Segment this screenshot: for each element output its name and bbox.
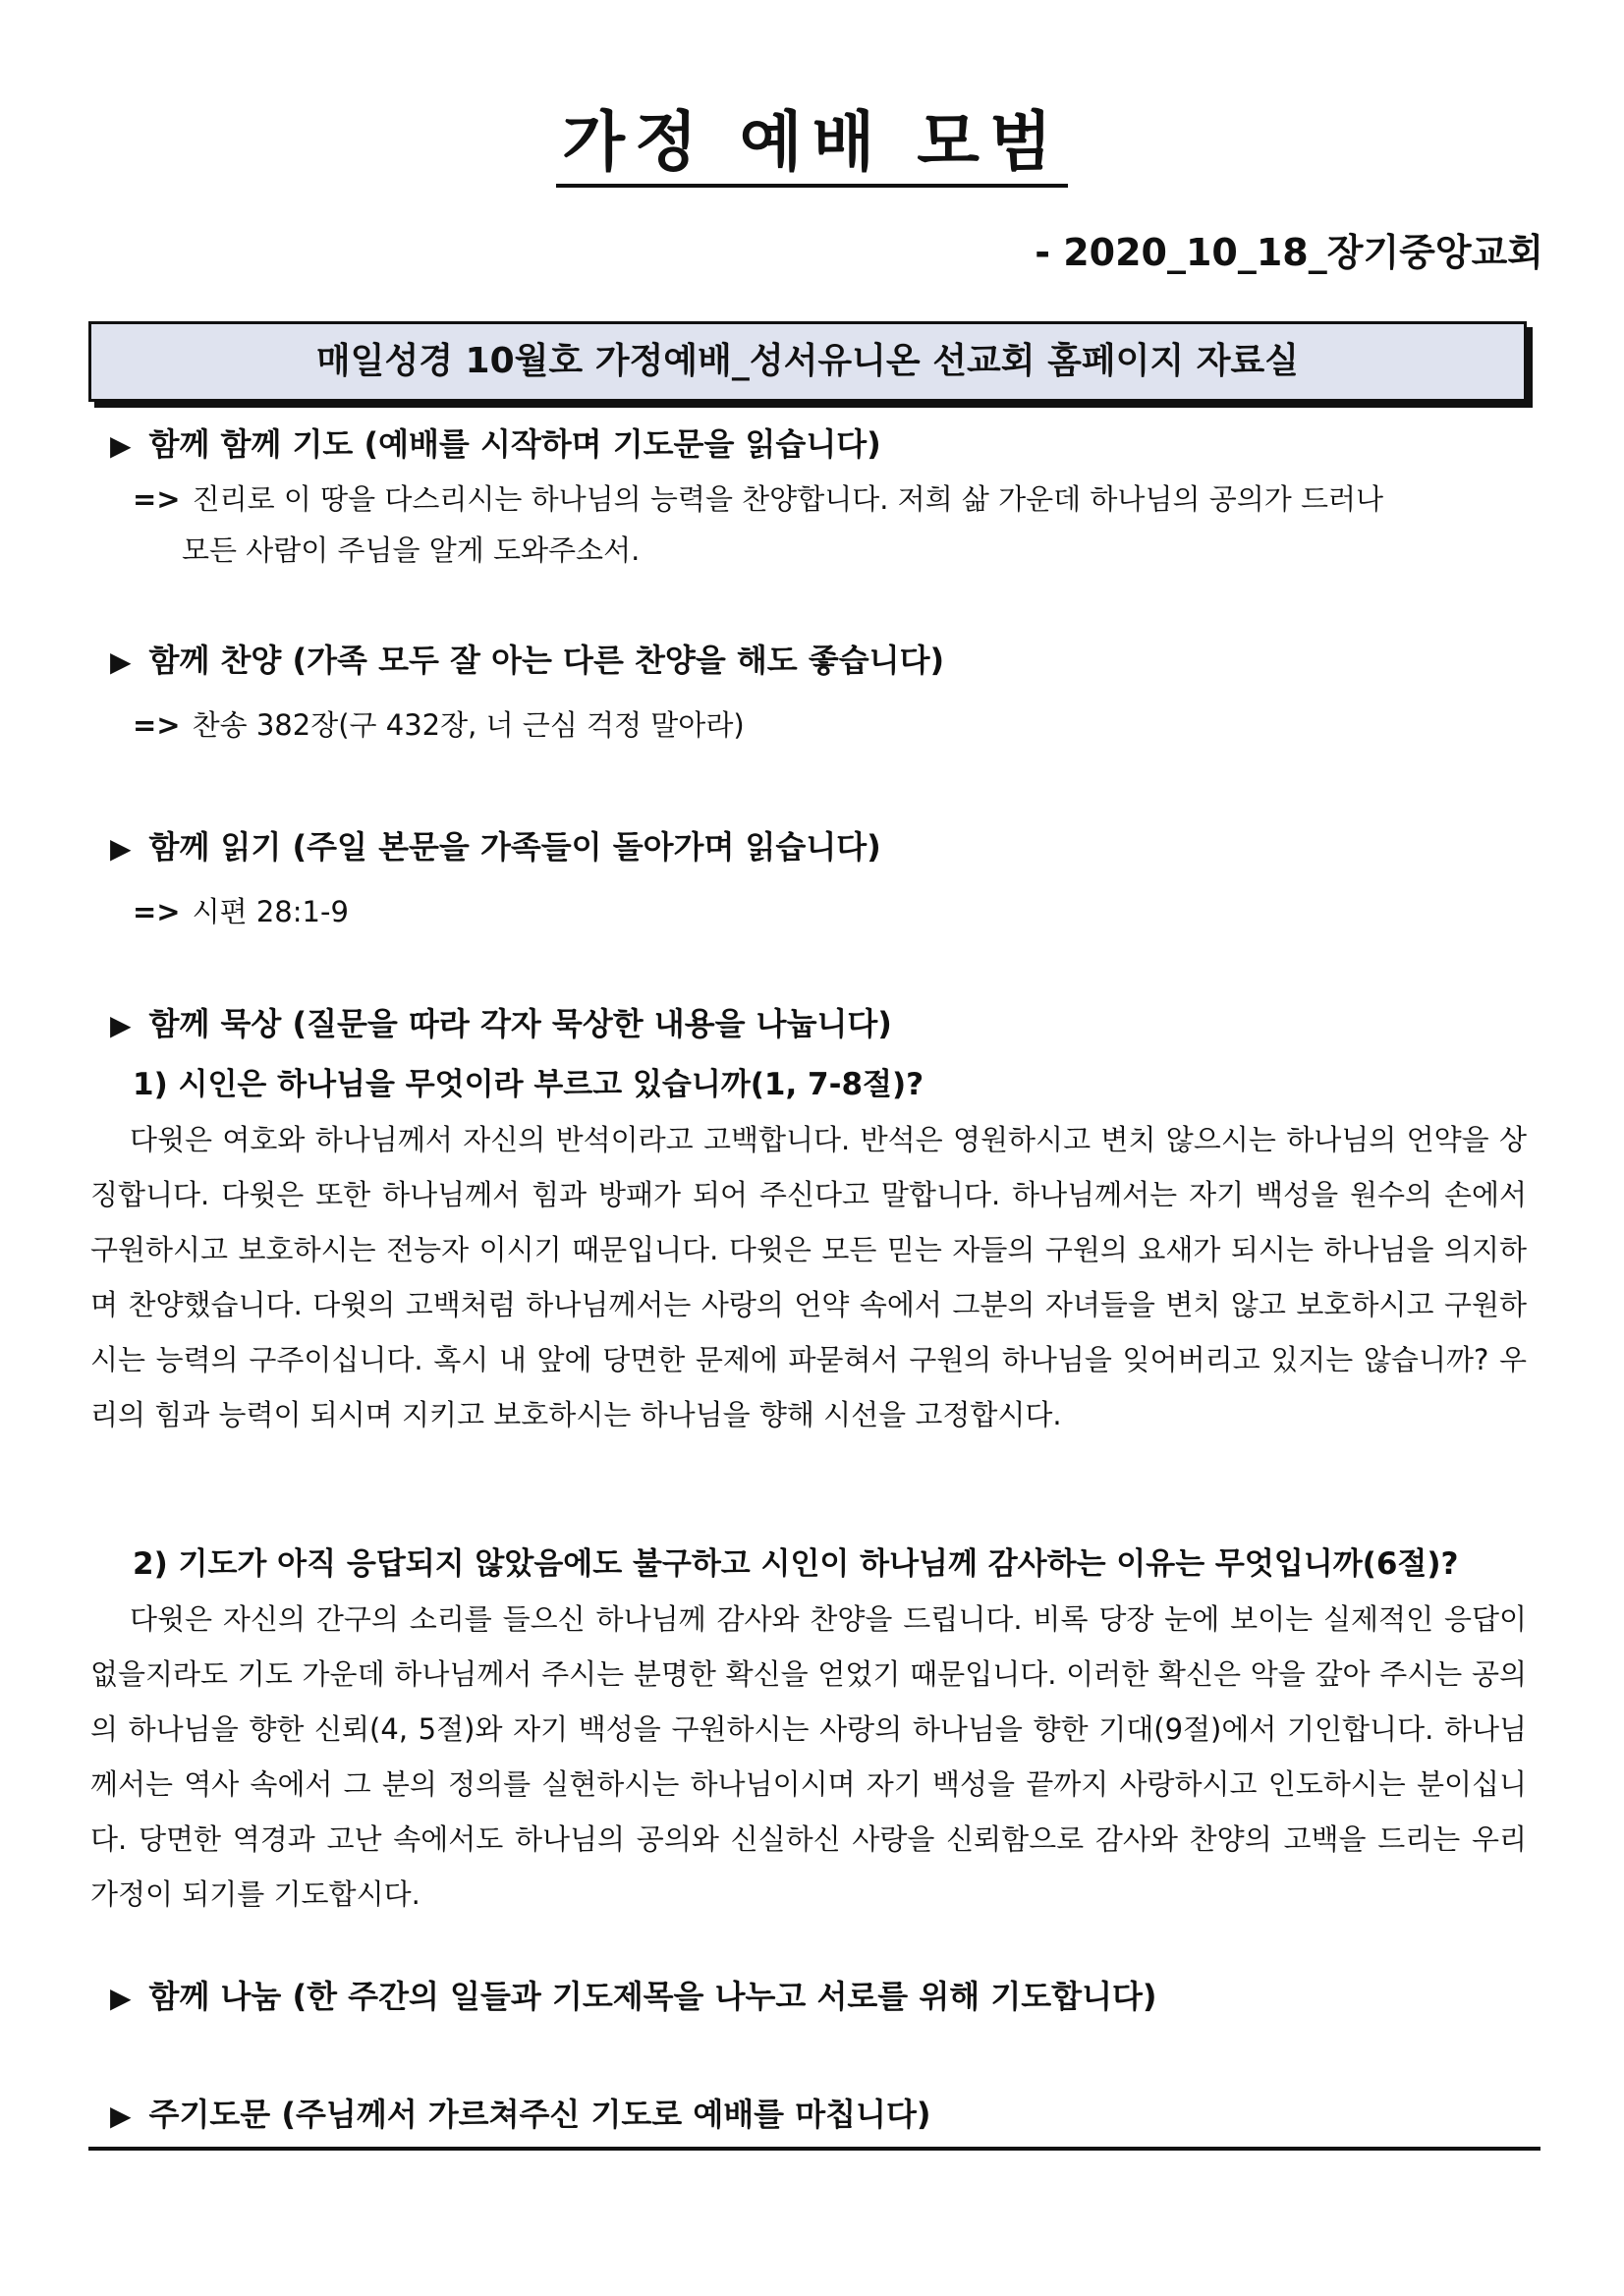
triangle-bullet-icon: ▶ (110, 832, 132, 865)
bottom-divider (88, 2147, 1540, 2151)
triangle-bullet-icon: ▶ (110, 645, 132, 678)
source-banner: 매일성경 10월호 가정예배_성서유니온 선교회 홈페이지 자료실 (88, 321, 1527, 402)
section-heading-praise: ▶ 함께 찬양 (가족 모두 잘 아는 다른 찬양을 해도 좋습니다) (110, 642, 945, 679)
triangle-bullet-icon: ▶ (110, 1009, 132, 1041)
triangle-bullet-icon: ▶ (110, 2100, 132, 2132)
section-heading-reading: ▶ 함께 읽기 (주일 본문을 가족들이 돌아가며 읽습니다) (110, 828, 881, 866)
answer-paragraph-2: 다윗은 자신의 간구의 소리를 들으신 하나님께 감사와 찬양을 드립니다. 비록 당장 눈에 보이는 실제적인 응답이 없을지라도 기도 가운데 하나님께서 주시는 분명한 확신을 얻었기 때문입니다. 이러한 확신은 악을 갚아 주시는 공의의 하나님을 향한 신뢰(4, 5절)와 자기 백성을 구원하시는 사랑의 하나님을 향한 기대(9절)에서 기인합니다. 하나님께서는 역사 속에서 그 분의 정의를 실현하시는 하나님이시며 자기 백성을 끝까지 사랑하시고 인도하시는 분이십니다. 당면한 역경과 고난 속에서도 하나님의 공의와 신실하신 사랑을 신뢰함으로 감사와 찬양의 고백을 드리는 우리 가정이 되기를 기도합시다. (90, 1602, 1527, 1911)
reading-passage: => 시편 28:1-9 (133, 895, 349, 928)
triangle-bullet-icon: ▶ (110, 1982, 132, 2014)
question-1: 1) 시인은 하나님을 무엇이라 부르고 있습니까(1, 7-8절)? (133, 1067, 924, 1102)
prayer-text: => 진리로 이 땅을 다스리시는 하나님의 능력을 찬양합니다. 저희 삶 가운데 하나님의 공의가 드러나 모든 사람이 주님을 알게 도와주소서. (133, 482, 1383, 567)
arrow-icon: => (133, 895, 181, 928)
page-title: 가정 예배 모범 (0, 98, 1624, 187)
triangle-bullet-icon: ▶ (110, 429, 132, 462)
date-church-line: - 2020_10_18_장기중앙교회 (1035, 231, 1543, 274)
section-heading-prayer: ▶ 함께 함께 기도 (예배를 시작하며 기도문을 읽습니다) (110, 425, 881, 463)
praise-hymn: => 찬송 382장(구 432장, 너 근심 걱정 말아라) (133, 708, 745, 742)
arrow-icon: => (133, 708, 181, 742)
arrow-icon: => (133, 482, 181, 516)
section-heading-lords-prayer: ▶ 주기도문 (주님께서 가르쳐주신 기도로 예배를 마칩니다) (110, 2096, 931, 2133)
question-2: 2) 기도가 아직 응답되지 않았음에도 불구하고 시인이 하나님께 감사하는 이유는 무엇입니까(6절)? (133, 1546, 1459, 1582)
section-heading-sharing: ▶ 함께 나눔 (한 주간의 일들과 기도제목을 나누고 서로를 위해 기도합니다) (110, 1978, 1157, 2015)
section-heading-meditation: ▶ 함께 묵상 (질문을 따라 각자 묵상한 내용을 나눕니다) (110, 1005, 892, 1042)
answer-paragraph-1: 다윗은 여호와 하나님께서 자신의 반석이라고 고백합니다. 반석은 영원하시고 변치 않으시는 하나님의 언약을 상징합니다. 다윗은 또한 하나님께서 힘과 방패가 되어 주신다고 말합니다. 하나님께서는 자기 백성을 원수의 손에서 구원하시고 보호하시는 전능자 이시기 때문입니다. 다윗은 모든 믿는 자들의 구원의 요새가 되시는 하나님을 의지하며 찬양했습니다. 다윗의 고백처럼 하나님께서는 사랑의 언약 속에서 그분의 자녀들을 변치 않고 보호하시고 구원하시는 능력의 구주이십니다. 혹시 내 앞에 당면한 문제에 파묻혀서 구원의 하나님을 잊어버리고 있지는 않습니까? 우리의 힘과 능력이 되시며 지키고 보호하시는 하나님을 향해 시선을 고정합시다. (90, 1123, 1527, 1431)
